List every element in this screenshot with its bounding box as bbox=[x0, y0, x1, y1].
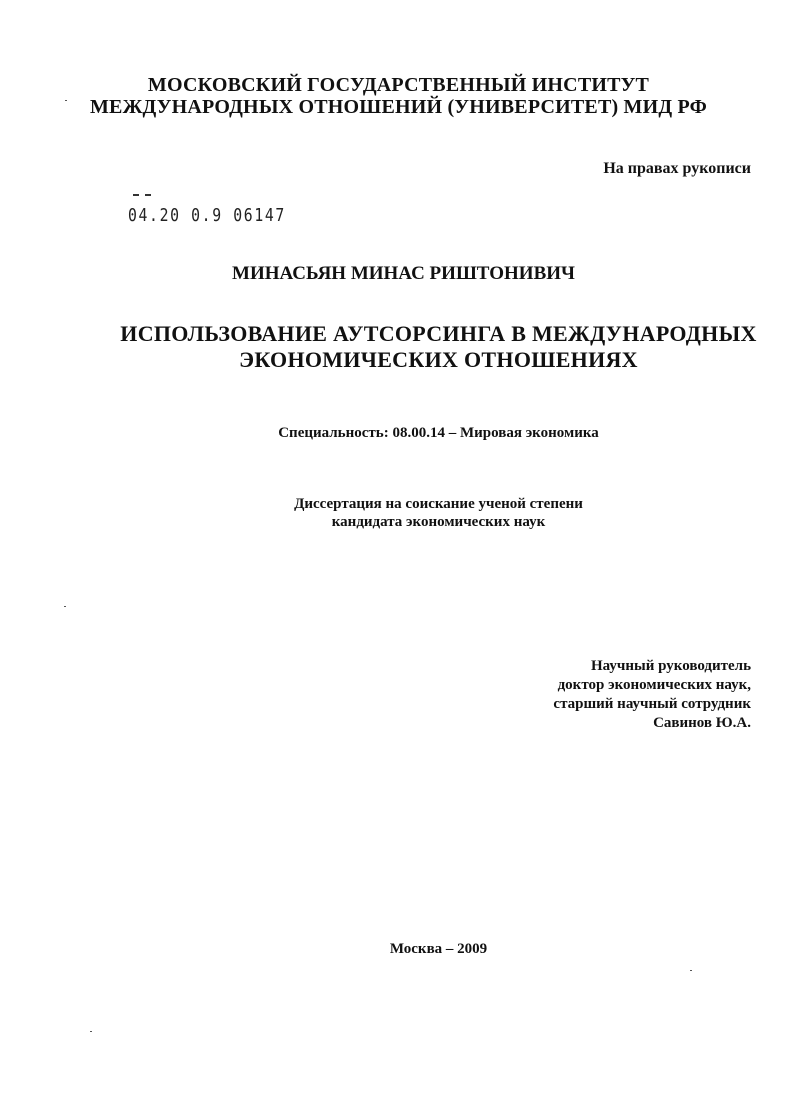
place-year: Москва – 2009 bbox=[389, 941, 488, 957]
degree-line-1: Диссертация на соискание ученой степени bbox=[294, 496, 583, 512]
scan-speck bbox=[90, 1031, 92, 1032]
stamp-number: 04.20 0.9 06147 bbox=[128, 205, 286, 226]
scan-speck bbox=[64, 606, 66, 607]
specialty: Специальность: 08.00.14 – Мировая экономика bbox=[278, 425, 599, 441]
degree-line-2: кандидата экономических наук bbox=[331, 514, 546, 530]
rights-notice: На правах рукописи bbox=[603, 160, 751, 177]
supervisor-role: Научный руководитель bbox=[591, 658, 751, 674]
scan-speck bbox=[690, 970, 692, 971]
supervisor-position: старший научный сотрудник bbox=[553, 696, 751, 712]
dissertation-title-line-2: ЭКОНОМИЧЕСКИХ ОТНОШЕНИЯХ bbox=[239, 347, 638, 372]
institute-name-line-1: МОСКОВСКИЙ ГОСУДАРСТВЕННЫЙ ИНСТИТУТ bbox=[147, 74, 650, 96]
institute-name-line-2: МЕЖДУНАРОДНЫХ ОТНОШЕНИЙ (УНИВЕРСИТЕТ) МИД РФ bbox=[89, 96, 708, 118]
supervisor-block bbox=[553, 657, 751, 733]
supervisor-name: Савинов Ю.А. bbox=[653, 715, 751, 731]
dissertation-title-line-1: ИСПОЛЬЗОВАНИЕ АУТСОРСИНГА В МЕЖДУНАРОДНЫХ bbox=[120, 321, 757, 346]
scan-speck bbox=[65, 100, 67, 101]
author-name: МИНАСЬЯН МИНАС РИШТОНИВИЧ bbox=[232, 263, 575, 284]
stamp-marks bbox=[133, 194, 151, 200]
supervisor-degree: доктор экономических наук, bbox=[557, 677, 751, 693]
